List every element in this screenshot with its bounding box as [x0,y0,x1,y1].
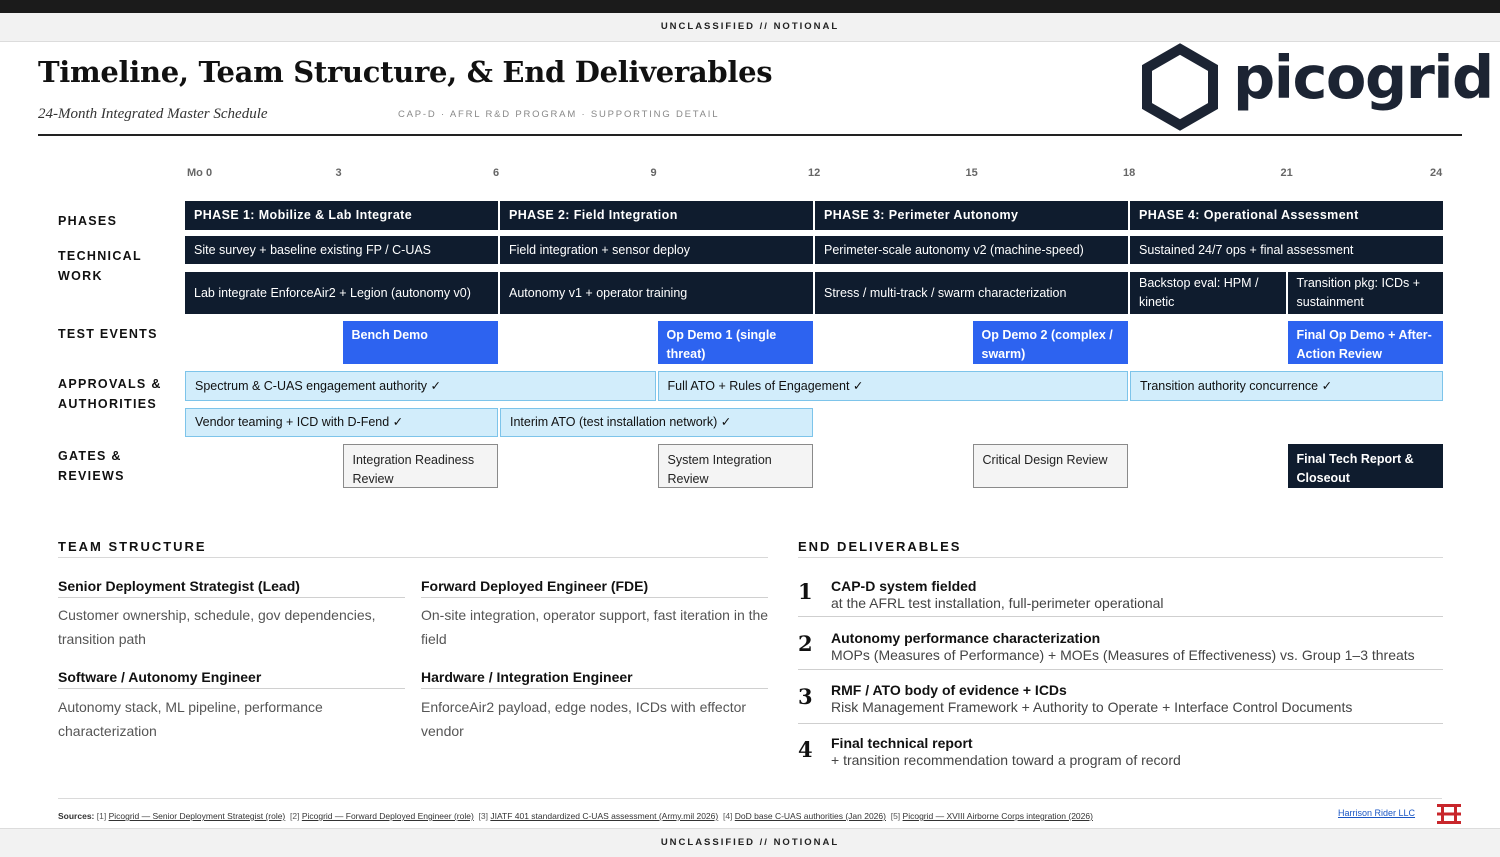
test-event-bar: Op Demo 1 (single threat) [658,321,814,364]
role-description: Customer ownership, schedule, gov dependencies, transition path [58,607,376,647]
classification-banner-top: UNCLASSIFIED // NOTIONAL [0,13,1500,42]
source-number: [4] [722,811,733,821]
row-label-technical-work: TECHNICAL WORK [58,249,142,283]
approval-bar: Full ATO + Rules of Engagement ✓ [658,371,1129,401]
firm-link[interactable]: Harrison Rider LLC [1338,808,1416,818]
role-description: EnforceAir2 payload, edge nodes, ICDs with effector vendor [421,699,747,739]
source-number: [2] [290,811,300,821]
source-link[interactable]: Picogrid — Forward Deployed Engineer (role) [301,811,474,821]
gate-review-bar: Final Tech Report & Closeout [1288,444,1444,488]
deliverable-description: Risk Management Framework + Authority to Operate + Interface Control Documents [831,699,1353,715]
classification-banner-bottom: UNCLASSIFIED // NOTIONAL [0,828,1500,857]
technical-work-bar: Transition pkg: ICDs + sustainment [1288,272,1444,314]
team-structure-heading: TEAM STRUCTURE [58,539,207,554]
header-divider [38,134,1462,136]
source-number: [1] [96,811,107,821]
phase-bar: PHASE 3: Perimeter Autonomy [815,201,1128,230]
month-tick-label: 9 [650,167,657,179]
sources-label: Sources: [58,811,95,821]
deliverable-number: 2 [798,631,813,656]
technical-work-bar: Sustained 24/7 ops + final assessment [1130,236,1443,264]
page-subtitle: 24-Month Integrated Master Schedule [38,106,268,122]
role-title: Senior Deployment Strategist (Lead) [58,578,300,594]
technical-work-bar: Perimeter-scale autonomy v2 (machine-speed) [815,236,1128,264]
technical-work-bar: Field integration + sensor deploy [500,236,813,264]
sources-divider [58,798,1442,799]
month-tick-label: 18 [1123,167,1136,179]
approval-bar: Spectrum & C-UAS engagement authority ✓ [185,371,656,401]
month-tick-label: 12 [808,167,821,179]
deliverable-title: CAP-D system fielded [831,578,977,594]
deliverable-number: 3 [798,684,813,709]
firm-mark-icon [1435,802,1463,826]
row-label-test-events: TEST EVENTS [58,327,158,341]
gate-review-bar: Integration Readiness Review [343,444,499,488]
role-rule [421,597,768,598]
test-event-bar: Final Op Demo + After-Action Review [1288,321,1444,364]
role-title: Forward Deployed Engineer (FDE) [421,578,649,594]
phase-bar: PHASE 2: Field Integration [500,201,813,230]
deliverable-rule [798,616,1443,617]
approval-bar: Interim ATO (test installation network) ✓ [500,408,813,437]
approval-bar: Vendor teaming + ICD with D-Fend ✓ [185,408,498,437]
deliverable-title: Autonomy performance characterization [831,630,1101,646]
technical-work-bar: Lab integrate EnforceAir2 + Legion (autonomy v0) [185,272,498,314]
row-label-phases: PHASES [58,214,118,228]
technical-work-bar: Stress / multi-track / swarm characterization [815,272,1128,314]
source-link[interactable]: DoD base C-UAS authorities (Jan 2026) [734,811,886,821]
source-link[interactable]: Picogrid — Senior Deployment Strategist (role) [108,811,286,821]
role-description: On-site integration, operator support, fast iteration in the field [421,607,769,647]
deliverable-number: 4 [798,737,813,762]
phase-bar: PHASE 1: Mobilize & Lab Integrate [185,201,498,230]
role-rule [58,688,405,689]
month-tick-label: 21 [1280,167,1293,179]
test-event-bar: Op Demo 2 (complex / swarm) [973,321,1129,364]
row-label-approvals: APPROVALS & AUTHORITIES [58,377,162,411]
role-title: Software / Autonomy Engineer [58,669,262,685]
row-label-gates: GATES & REVIEWS [58,449,125,483]
month-tick-label: 6 [493,167,500,179]
hexagon-logo-icon [1140,42,1220,132]
deliverables-heading-rule [798,557,1443,558]
role-rule [58,597,405,598]
approval-bar: Transition authority concurrence ✓ [1130,371,1443,401]
month-tick-label: 3 [335,167,342,179]
deliverable-rule [798,669,1443,670]
technical-work-bar: Site survey + baseline existing FP / C-UAS [185,236,498,264]
deliverable-description: at the AFRL test installation, full-perimeter operational [831,595,1164,611]
company-logo-text: picogrid [1233,43,1493,112]
role-title: Hardware / Integration Engineer [421,669,633,685]
test-event-bar: Bench Demo [343,321,499,364]
page-title: Timeline, Team Structure, & End Deliverables [38,55,773,89]
team-heading-rule [58,557,768,558]
source-link[interactable]: Picogrid — XVIII Airborne Corps integration (2026) [902,811,1093,821]
deliverable-title: RMF / ATO body of evidence + ICDs [831,682,1067,698]
deliverable-description: + transition recommendation toward a program of record [831,752,1181,768]
program-kicker: CAP-D · AFRL R&D PROGRAM · SUPPORTING DETAIL [398,109,720,120]
role-rule [421,688,768,689]
gate-review-bar: Critical Design Review [973,444,1129,488]
deliverable-description: MOPs (Measures of Performance) + MOEs (Measures of Effectiveness) vs. Group 1–3 threats [831,647,1415,663]
gate-review-bar: System Integration Review [658,444,814,488]
month-tick-label: Mo 0 [187,167,213,179]
role-description: Autonomy stack, ML pipeline, performance characterization [58,699,323,739]
top-bar [0,0,1500,13]
month-tick-label: 24 [1430,167,1443,179]
month-tick-label: 15 [965,167,978,179]
source-number: [5] [890,811,901,821]
technical-work-bar: Backstop eval: HPM / kinetic [1130,272,1286,314]
source-number: [3] [478,811,488,821]
phase-bar: PHASE 4: Operational Assessment [1130,201,1443,230]
technical-work-bar: Autonomy v1 + operator training [500,272,813,314]
end-deliverables-heading: END DELIVERABLES [798,539,962,554]
deliverable-number: 1 [798,579,813,604]
deliverable-rule [798,723,1443,724]
sources-line [58,811,1093,821]
deliverable-title: Final technical report [831,735,973,751]
source-link[interactable]: JIATF 401 standardized C-UAS assessment (Army.mil 2026) [490,811,719,821]
